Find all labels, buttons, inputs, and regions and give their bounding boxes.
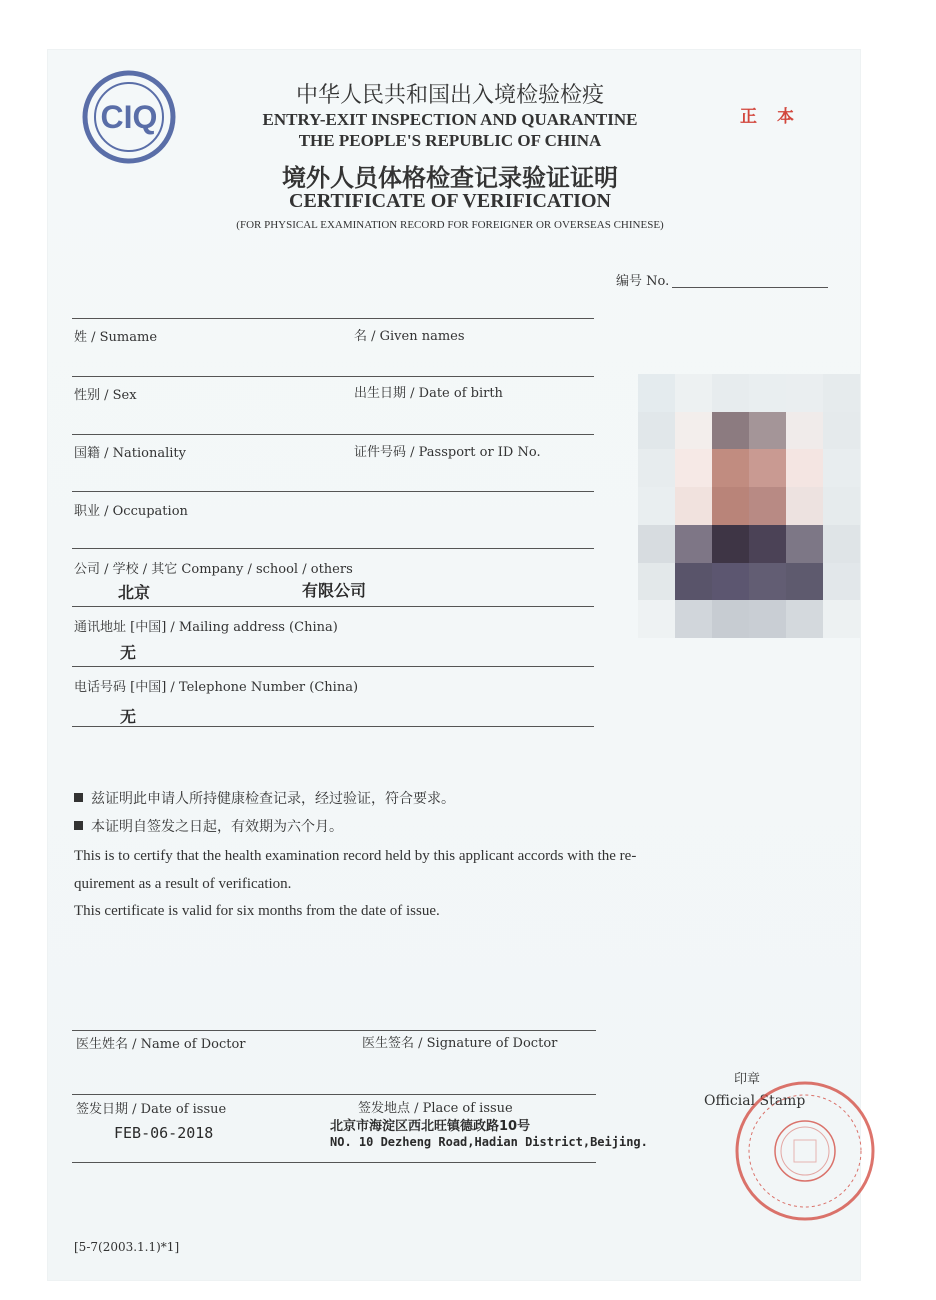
row-line-2 [72,434,594,435]
org-name-en-2: THE PEOPLE'S REPUBLIC OF CHINA [298,131,602,150]
company-value-part1: 北京 [118,583,151,602]
applicant-photo [638,374,860,638]
title-en: CERTIFICATE OF VERIFICATION [289,190,611,212]
surname-label: 姓 / Sumame [74,330,158,345]
row-line-4 [72,548,594,549]
statement-cn-1-text: 兹证明此申请人所持健康检查记录，经过验证，符合要求。 [91,791,455,807]
place-of-issue-cn: 北京市海淀区西北旺镇德政路10号 [330,1119,531,1134]
stamp-label-en: Official Stamp [704,1093,806,1109]
place-of-issue-label: 签发地点 / Place of issue [358,1101,513,1116]
org-name-cn: 中华人民共和国出入境检验检疫 [295,83,604,108]
serial-number-label: 编号 No. [616,274,670,289]
statement-cn-1 [74,788,455,808]
statement-cn-2 [74,816,343,836]
telephone-label: 电话号码 [中国] / Telephone Number (China) [74,680,359,695]
bullet-square-icon [74,821,83,830]
footer-line-mid [72,1094,596,1095]
company-value-part2: 有限公司 [302,581,367,600]
sex-label: 性别 / Sex [74,388,137,403]
row-line-1 [72,376,594,377]
statement-cn-2-text: 本证明自签发之日起，有效期为六个月。 [91,819,343,835]
subtitle-en: (FOR PHYSICAL EXAMINATION RECORD FOR FOREIGNER OR OVERSEAS CHINESE) [236,219,664,231]
issue-date-label: 签发日期 / Date of issue [76,1102,227,1117]
form-code: [5-7(2003.1.1)*1] [74,1240,180,1254]
logo-text: CIQ [100,99,158,135]
official-stamp [732,1078,878,1224]
passport-label: 证件号码 / Passport or ID No. [354,445,541,460]
bullet-square-icon [74,793,83,802]
org-name-en-1: ENTRY-EXIT INSPECTION AND QUARANTINE [262,110,638,129]
telephone-value: 无 [120,707,137,726]
ciq-logo [82,70,176,164]
given-names-label: 名 / Given names [354,329,465,344]
serial-number-line [672,287,828,288]
mailing-address-label: 通讯地址 [中国] / Mailing address (China) [74,620,338,635]
company-label: 公司 / 学校 / 其它 Company / school / others [74,562,353,577]
place-of-issue-en: NO. 10 Dezheng Road,Hadian District,Beijing. [330,1135,648,1149]
title-cn: 境外人员体格检查记录验证证明 [282,164,618,192]
nationality-label: 国籍 / Nationality [74,446,186,461]
statement-en-3: This certificate is valid for six months from the date of issue. [74,903,440,919]
stamp-label-cn: 印章 [734,1072,761,1087]
row-line-6 [72,666,594,667]
occupation-label: 职业 / Occupation [74,504,188,519]
issue-date-value: FEB-06-2018 [114,1124,214,1142]
dob-label: 出生日期 / Date of birth [354,386,503,401]
footer-line-top [72,1030,596,1031]
statement-en-2: quirement as a result of verification. [74,876,292,892]
row-line-top [72,318,594,319]
mailing-address-value: 无 [120,643,137,662]
row-line-5 [72,606,594,607]
original-mark: 正本 [740,107,814,127]
doctor-name-label: 医生姓名 / Name of Doctor [76,1037,246,1052]
statement-en-1: This is to certify that the health examination record held by this applicant accords with the re- [74,848,637,864]
footer-line-bottom [72,1162,596,1163]
doctor-signature-label: 医生签名 / Signature of Doctor [362,1036,558,1051]
row-line-3 [72,491,594,492]
row-line-7 [72,726,594,727]
